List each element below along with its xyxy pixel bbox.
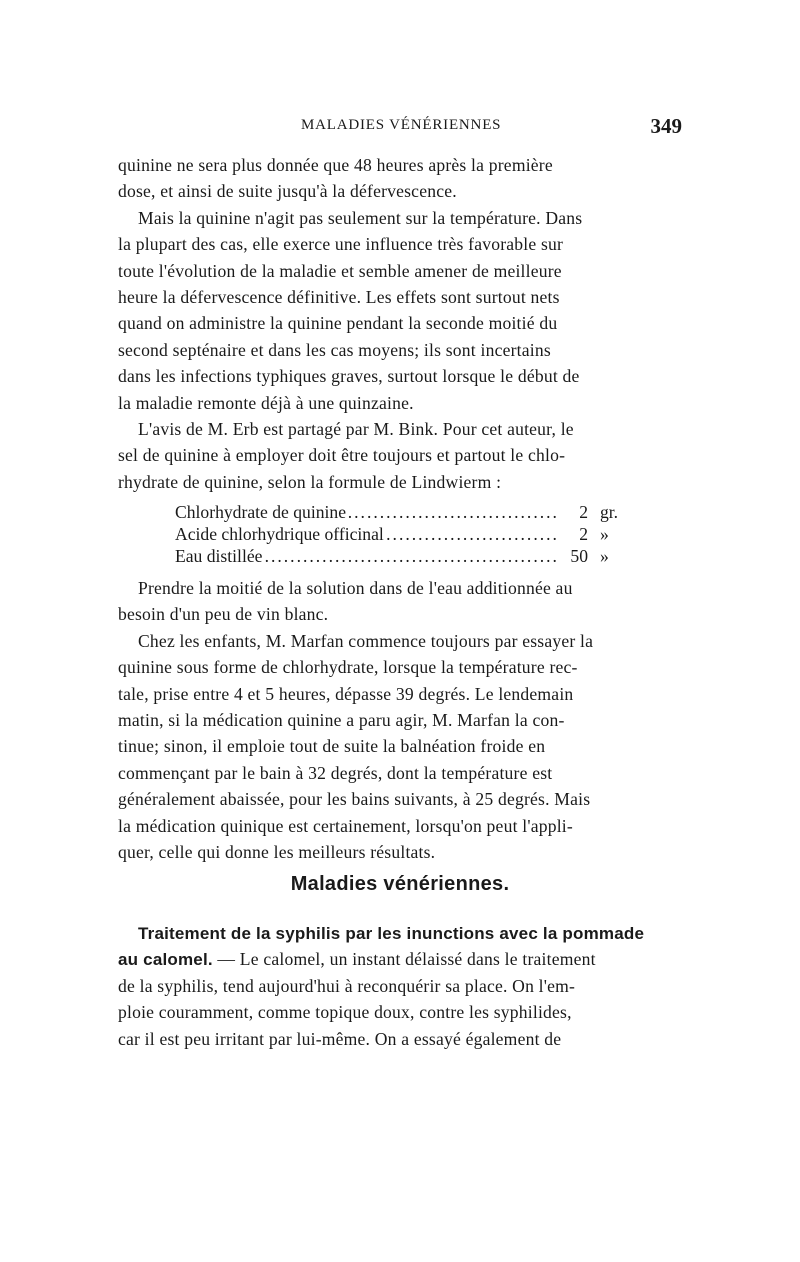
text-line: L'avis de M. Erb est partagé par M. Bink. Pour cet auteur, le: [138, 418, 574, 439]
article-title-end: au calomel.: [118, 950, 213, 970]
article-text: — Le calomel, un instant délaissé dans le traitement: [212, 949, 596, 970]
formula-row: [175, 501, 640, 523]
text-line: tale, prise entre 4 et 5 heures, dépasse 39 degrés. Le lendemain: [118, 683, 574, 704]
text-line: matin, si la médication quinine a paru agir, M. Marfan la con-: [118, 710, 565, 731]
text-line: la maladie remonte déjà à une quinzaine.: [118, 392, 414, 413]
body-text-article: [118, 920, 682, 1052]
text-line: [118, 946, 682, 972]
text-line: heure la défervescence définitive. Les effets sont surtout nets: [118, 286, 560, 307]
text-line: besoin d'un peu de vin blanc.: [118, 604, 329, 625]
text-line: tinue; sinon, il emploie tout de suite la balnéation froide en: [118, 736, 546, 757]
text-line: rhydrate de quinine, selon la formule de Lindwierm :: [118, 471, 502, 492]
text-line: quinine sous forme de chlorhydrate, lorsque la température rec-: [118, 657, 578, 678]
text-line: Chez les enfants, M. Marfan commence toujours par essayer la: [138, 630, 594, 651]
text-line: quinine ne sera plus donnée que 48 heures après la première: [118, 155, 553, 175]
section-heading: Maladies vénériennes.: [290, 873, 510, 895]
article-title: Traitement de la syphilis par les inunctions avec la pommade: [138, 924, 645, 943]
text-line: Prendre la moitié de la solution dans de l'eau additionnée au: [138, 578, 573, 599]
formula-row: [175, 523, 640, 545]
body-text-top: [118, 152, 682, 865]
formula-quantity: 2: [579, 524, 588, 545]
text-line: second septénaire et dans les cas moyens; ils sont incertains: [118, 339, 551, 360]
text-line: la plupart des cas, elle exerce une influence très favorable sur: [118, 234, 564, 255]
formula: [118, 501, 682, 567]
text-line: la médication quinique est certainement, lorsqu'on peut l'appli-: [118, 815, 573, 836]
page-number: 349: [650, 114, 682, 138]
text-line: dose, et ainsi de suite jusqu'à la défervescence.: [118, 181, 457, 202]
text-line: car il est peu irritant par lui-même. On a essayé également de: [118, 1028, 562, 1049]
formula-ingredient: Chlorhydrate de quinine: [175, 502, 347, 523]
text-line: sel de quinine à employer doit être toujours et partout le chlo-: [118, 445, 566, 466]
text-line: de la syphilis, tend aujourd'hui à reconquérir sa place. On l'em-: [118, 975, 576, 996]
formula-ingredient: Acide chlorhydrique officinal: [175, 524, 384, 545]
formula-quantity: 2: [579, 502, 588, 523]
formula-quantity: 50: [570, 546, 588, 567]
running-title: MALADIES VÉNÉRIENNES: [301, 117, 502, 133]
formula-row: [175, 545, 640, 567]
text-line: toute l'évolution de la maladie et semble amener de meilleure: [118, 260, 562, 281]
article-title-line: [118, 920, 682, 946]
text-line: quer, celle qui donne les meilleurs résultats.: [118, 841, 436, 862]
formula-unit: »: [600, 524, 609, 545]
page-header: [118, 114, 682, 141]
text-line: commençant par le bain à 32 degrés, dont la température est: [118, 762, 553, 783]
formula-ingredient: Eau distillée: [175, 546, 263, 567]
text-line: dans les infections typhiques graves, surtout lorsque le début de: [118, 366, 580, 387]
text-line: généralement abaissée, pour les bains suivants, à 25 degrés. Mais: [118, 789, 591, 810]
text-line: ploie couramment, comme topique doux, contre les syphilides,: [118, 1002, 572, 1023]
text-line: quand on administre la quinine pendant la seconde moitié du: [118, 313, 558, 334]
formula-unit: »: [600, 546, 609, 567]
formula-unit: gr.: [600, 502, 619, 523]
text-line: Mais la quinine n'agit pas seulement sur la température. Dans: [138, 207, 583, 228]
